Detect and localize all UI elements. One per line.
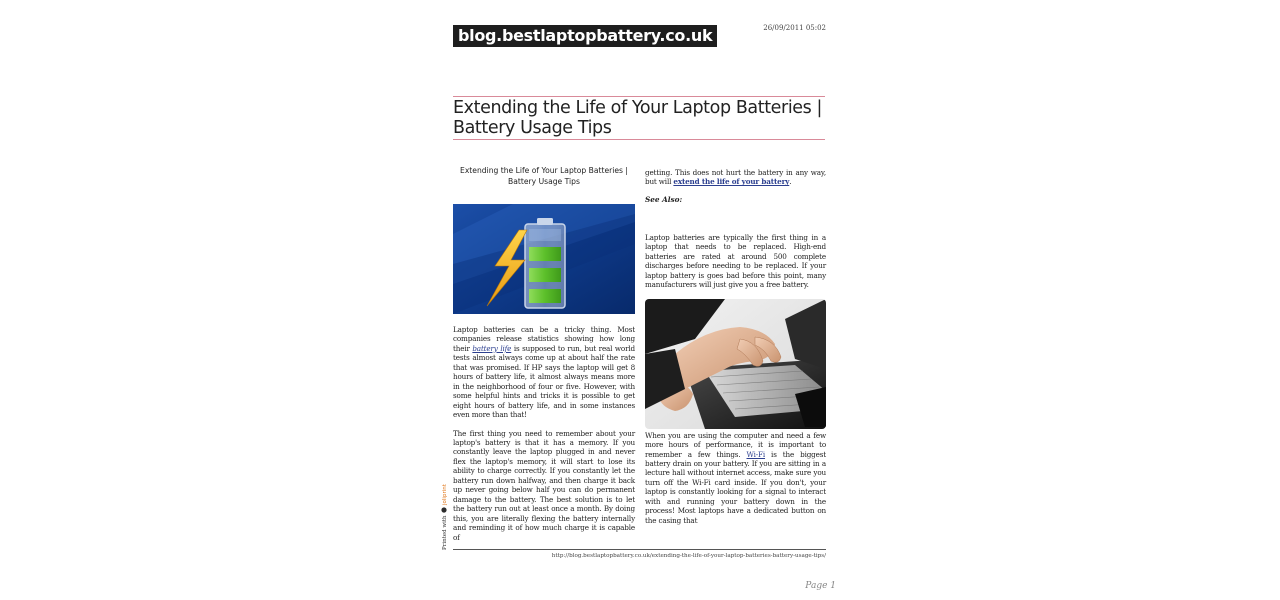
left-p1-text-end: is supposed to run, but real world tests almost always come up at about half the rate that was promised. If HP says the laptop will get 8 hours of battery life, it almost always means more in the neighborhood of four or five. However, with some helpful hints and tricks it is possible to get eight hours of battery life, and in some instances even more than that! <box>453 343 635 420</box>
page-number: Page 1 <box>805 581 836 591</box>
article-subtitle: Extending the Life of Your Laptop Batteries | Battery Usage Tips <box>460 166 628 186</box>
right-paragraph-1 <box>645 168 826 187</box>
joliprint-logo-icon <box>441 507 446 512</box>
battery-life-link[interactable]: battery life <box>472 343 512 353</box>
left-paragraph-1 <box>453 325 635 420</box>
left-paragraph-2: The first thing you need to remember about your laptop's battery is that it has a memory. If you constantly leave the laptop plugged in and never flex the laptop's memory, it will start to lose its ability to charge correctly. If you constantly let the battery run down halfway, and then charge it back up never going below half you can do permanent damage to the battery. The best solution is to let the battery run out at least once a month. By doing this, you are literally flexing the battery internally and reminding it of how much charge it is capable of <box>453 428 635 542</box>
right-p1-text-end: . <box>789 177 792 187</box>
right-p3-text-start: When you are using the computer and need a few more hours of performance, it is important to remember a few things. <box>645 430 826 459</box>
left-column <box>453 164 635 542</box>
right-paragraph-2: Laptop batteries are typically the first thing in a laptop that needs to be replaced. High-end batteries are rated at around 500 complete discharges before needing to be replaced. If your laptop battery is goes bad before this point, many manufacturers will just give you a free battery. <box>645 232 826 290</box>
wifi-link[interactable]: Wi-Fi <box>746 449 766 459</box>
title-block <box>453 96 825 140</box>
joliprint-brand[interactable]: joliprint <box>442 484 448 505</box>
right-column <box>645 168 826 525</box>
see-also-heading: See Also: <box>645 194 683 204</box>
printed-with-label: Printed with <box>442 515 448 550</box>
laptop-hands-image <box>645 299 826 429</box>
printed-with-tag <box>437 478 451 550</box>
right-paragraph-3 <box>645 431 826 526</box>
print-date: 26/09/2011 05:02 <box>763 24 826 32</box>
footer-rule <box>453 549 826 550</box>
extend-life-link[interactable]: extend the life of your battery <box>673 177 790 187</box>
battery-image <box>453 204 635 314</box>
article-title: Extending the Life of Your Laptop Batteries | Battery Usage Tips <box>453 98 823 138</box>
site-logo[interactable]: blog.bestlaptopbattery.co.uk <box>453 25 717 47</box>
footer-url[interactable]: http://blog.bestlaptopbattery.co.uk/extending-the-life-of-your-laptop-batteries-battery-usage-tips/ <box>551 553 826 559</box>
right-p3-text-end: is the biggest battery drain on your battery. If you are sitting in a lecture hall without internet access, make sure you turn off the Wi-Fi card inside. If you don't, your laptop is constantly looking for a signal to interact with and running your battery down in the process! Most laptops have a dedicated button on the casing that <box>645 449 826 525</box>
left-p1-text-start: Laptop batteries can be a tricky thing. Most companies release statistics showing how long their <box>453 325 635 353</box>
right-p1-text-start: getting. This does not hurt the battery in any way, but will <box>645 168 826 187</box>
